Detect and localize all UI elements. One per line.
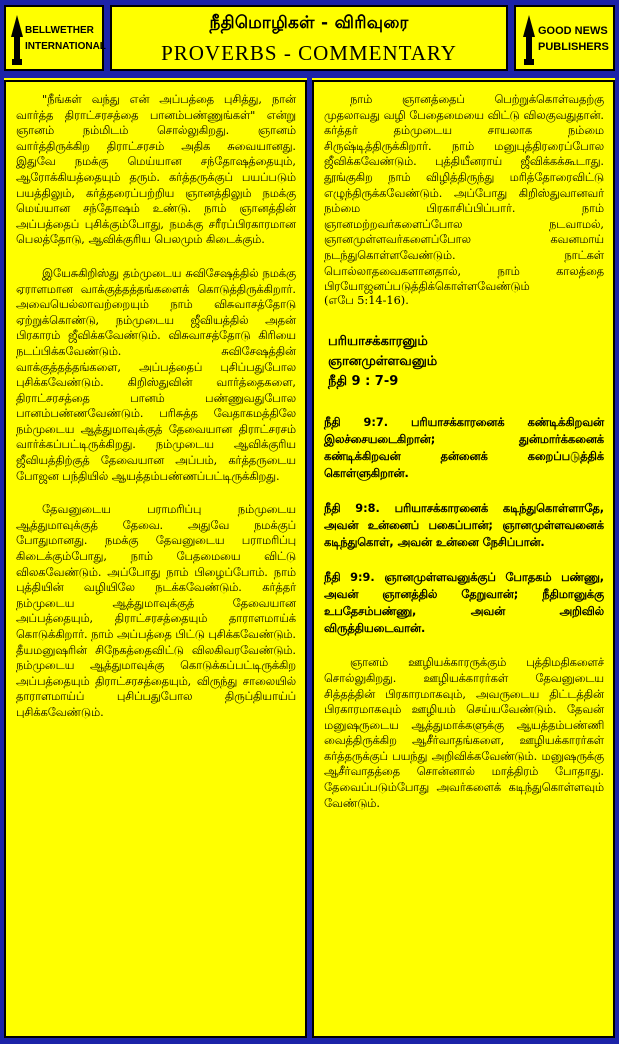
right-logo-line1: GOOD NEWS <box>538 25 608 37</box>
title-english: PROVERBS - COMMENTARY <box>161 41 457 65</box>
section-heading <box>328 332 604 392</box>
heading-line-1: பரியாசக்காரனும் <box>328 334 428 350</box>
left-logo-line1: BELLWETHER <box>25 25 94 36</box>
bellwether-logo <box>4 5 104 71</box>
right-intro-paragraph: நாம் ஞானத்தைப் பெற்றுக்கொள்வதற்கு முதலாவது வழி பேதைமையை விட்டு விலகுவதுதான். கர்த்தர் தம்முடைய சாயலாக நம்மை சிருஷ்டித்திருக்கிறார். நாம் மனுபுத்திரரைப்போல ஜீவிக்கவேண்டும். புத்தியீனராய் ஜீவிக்கக்கூடாது. தூங்குகிற நாம் விழித்திருந்து மரித்தோரைவிட்டு எழுந்திருக்கவேண்டும். அப்போது கிறிஸ்துவானவர் நம்மை பிரகாசிப்பிப்பார். நாம் ஞானமற்றவர்களைப்போல நடவாமல், ஞானமுள்ளவர்களைப்போல கவனமாய் நடந்துகொள்ளவேண்டும். நாட்கள் பொல்லாதவைகளானதால், நாம் காலத்தை பிரயோஜனப்படுத்திக்கொள்ளவேண்டும் <box>324 93 604 294</box>
title-tamil: நீதிமொழிகள் - விரிவுரை <box>209 13 409 33</box>
right-column <box>312 80 615 1038</box>
left-column <box>4 80 307 1038</box>
tower-icon <box>516 7 613 69</box>
heading-line-2: ஞானமுள்ளவனும் <box>328 354 438 370</box>
bell-tower-icon <box>6 7 102 69</box>
frame-bottom <box>0 1038 619 1044</box>
heading-line-3: நீதி 9 : 7-9 <box>328 374 399 390</box>
right-logo-line2: PUBLISHERS <box>538 41 609 53</box>
verse-9-8: நீதி 9:8. பரியாசக்காரனைக் கடிந்துகொள்ளாதே, அவன் உன்னைப் பகைப்பான்; ஞானமுள்ளவனைக் கடிந்துகொள், அவன் உன்னை நேசிப்பான். <box>324 502 604 550</box>
good-news-logo <box>514 5 615 71</box>
intro-reference: (எபே 5:14-16). <box>324 293 409 307</box>
right-closing-paragraph: ஞானம் ஊழியக்காரருக்கும் புத்திமதிகளைச் சொல்லுகிறது. ஊழியக்காரர்கள் தேவனுடைய சித்தத்தின் பிரகாரமாகவும், அவருடைய திட்டத்தின் பிரகாரமாகவும் ஊழியம் செய்யவேண்டும். தேவன் மனுஷருடைய ஆத்துமாக்களுக்கு ஆயத்தம்பண்ணி வைத்திருக்கிற ஆசீர்வாதங்களை, ஊழியக்காரர்கள் கர்த்தருக்குப் பயந்து அறிவிக்கவேண்டும். மனுஷருக்கு ஆசீர்வாதத்தை சொன்னால் மாத்திரம் போதாது. தேவைப்படும்போது அவர்களைக் கடிந்துகொள்ளவும் வேண்டும். <box>324 656 604 810</box>
frame-right <box>615 78 619 1044</box>
left-paragraph-2: இயேசுகிறிஸ்து தம்முடைய சுவிசேஷத்தில் நமக்கு ஏராளமான வாக்குத்தத்தங்களைக் கொடுத்திருக்கிறார். அவையெல்லாவற்றையும் நாம் விசுவாசத்தோடு ஏற்றுக்கொண்டு, நம்முடைய ஜீவியத்தில் அதன் பிரகாரம் ஜீவிக்கவேண்டும். விசுவாசத்தோடு கிரியை நடப்பிக்கவேண்டும். சுவிசேஷத்தின் வாக்குத்தத்தங்களை, அப்பத்தைப் புசிப்பதுபோல புசிக்கவேண்டும். கிறிஸ்துவின் வார்த்தைகளை, திராட்சரசத்தை பானம் பண்ணுவதுபோல பானம்பண்ணவேண்டும். பரிசுத்த வேதாகமத்திலே நம்முடைய ஆத்துமாவுக்குத் தேவையான திராட்சரசம் வார்க்கப்பட்டிருக்கிறது. நம்முடைய ஆவிக்குரிய ஜீவியத்திற்குத் தேவையான அப்பம், கர்த்தருடைய போஜன பந்தியில் ஆயத்தம்பண்ணப்பட்டிருக்கிறது. <box>16 266 296 483</box>
left-logo-line2: INTERNATIONAL <box>25 41 106 52</box>
title-box <box>110 5 508 71</box>
verse-9-9: நீதி 9:9. ஞானமுள்ளவனுக்குப் போதகம் பண்ணு, அவன் ஞானத்தில் தேறுவான்; நீதிமானுக்கு உபதேசம்பண்ணு, அவன் அறிவில் விருத்தியடைவான். <box>324 571 604 636</box>
left-paragraph-1: "நீங்கள் வந்து என் அப்பத்தை புசித்து, நான் வார்த்த திராட்சரசத்தை பானம்பண்ணுங்கள்" என்று ஞானம் நம்மிடம் சொல்லுகிறது. ஞானம் வார்த்திருக்கிற திராட்சரசம் அதிக சுவையானது. இதுவே நமக்கு மெய்யான சந்தோஷத்தையும், ஆரோக்கியத்தையும் தரும். கர்த்தருக்குப் பயப்படும் பயத்திலும், கர்த்தரைப்பற்றிய ஞானத்திலும் நமக்கு மெய்யான சந்தோஷம் உண்டு. நாம் ஞானத்தின் அப்பத்தைப் புசிக்கும்போது, நமக்கு சரீரப்பிரகாரமான பெலத்தோடு, ஆவிக்குரிய பெலமும் கிடைக்கும். <box>16 93 296 247</box>
verse-9-7: நீதி 9:7. பரியாசக்காரனைக் கண்டிக்கிறவன் இலச்சையடைகிறான்; துன்மார்க்கனைக் கண்டிக்கிறவன் தன்னைக் கறைப்படுத்திக் கொள்ளுகிறான். <box>324 416 604 481</box>
header-bar <box>0 0 619 78</box>
left-paragraph-3: தேவனுடைய பராமரிப்பு நம்முடைய ஆத்துமாவுக்குத் தேவை. அதுவே நமக்குப் போதுமானது. நமக்கு தேவனுடைய பராமரிப்பு கிடைக்கும்போது, நாம் பேதமையை விட்டு விலகவேண்டும். அப்போது நாம் பிழைப்போம். நாம் புத்தியின் வழியிலே நடக்கவேண்டும். கர்த்தர் நம்முடைய ஆத்துமாவுக்குத் தேவையான அப்பத்தையும், திராட்சரசத்தையும் தாராளமாய்க் கொடுக்கிறார். நாம் அப்பத்தை பிட்டு புசிக்கவேண்டும். தீயமனுஷரின் சிநேகத்தைவிட்டு விலகிவரவேண்டும். நம்முடைய ஆத்துமாவுக்கு கொடுக்கப்பட்டிருக்கிற அப்பத்தையும் திராட்சரசத்தையும், விருந்து சாலையில் தாராளமாய்ப் புசிப்பதுபோல திருப்தியாய்ப் புசிக்கவேண்டும். <box>16 503 297 719</box>
